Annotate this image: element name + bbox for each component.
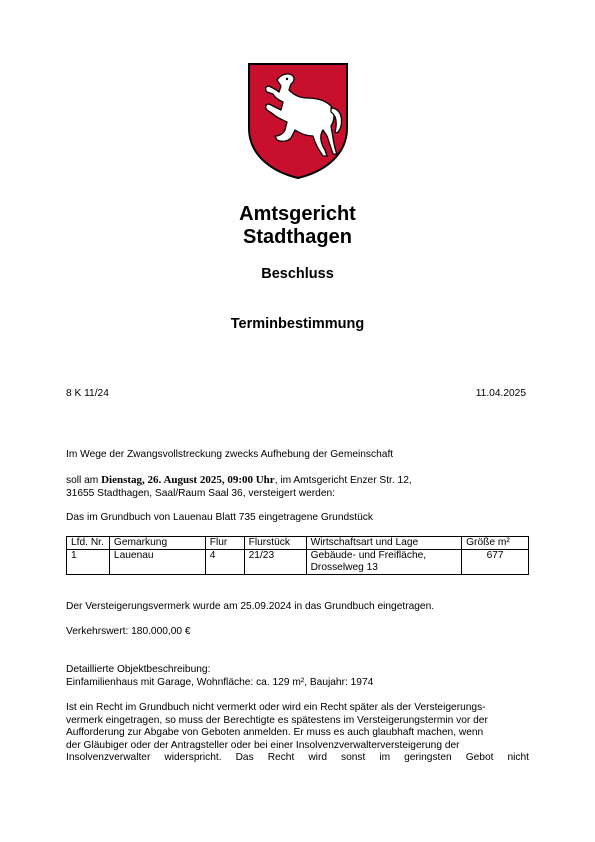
cell-lfd: 1 bbox=[67, 550, 110, 575]
object-description-label: Detaillierte Objektbeschreibung: bbox=[66, 664, 211, 675]
appointment-text bbox=[66, 474, 536, 500]
document-date: 11.04.2025 bbox=[475, 388, 526, 399]
court-name-line2: Stadthagen bbox=[243, 226, 352, 248]
coat-of-arms-icon bbox=[247, 62, 349, 180]
object-description-text: Einfamilienhaus mit Garage, Wohnfläche: ca. 129 m², Baujahr: 1974 bbox=[66, 676, 374, 688]
document-title: Terminbestimmung bbox=[230, 316, 365, 332]
vermerk-text: Der Versteigerungsvermerk wurde am 25.09.2024 in das Grundbuch eingetragen. bbox=[66, 601, 435, 612]
court-name-line1: Amtsgericht bbox=[239, 203, 356, 225]
cell-flur: 4 bbox=[205, 550, 244, 575]
col-header-gemarkung: Gemarkung bbox=[109, 537, 205, 550]
case-number: 8 K 11/24 bbox=[66, 388, 109, 399]
intro-text: Im Wege der Zwangsvollstreckung zwecks Aufhebung der Gemeinschaft bbox=[66, 449, 394, 460]
cell-groesse: 677 bbox=[462, 550, 529, 575]
col-header-groesse: Größe m² bbox=[462, 537, 529, 550]
cell-flurstueck: 21/23 bbox=[244, 550, 306, 575]
paragraph-line: vermerk eingetragen, so muss der Berechtigte es spätestens im Versteigerungstermin vor der bbox=[66, 714, 488, 726]
cell-lage bbox=[306, 550, 462, 575]
cell-lage-line2: Drosselweg 13 bbox=[310, 562, 378, 573]
appointment-datetime: Dienstag, 26. August 2025, 09:00 Uhr bbox=[101, 474, 275, 486]
col-header-lfd: Lfd. Nr. bbox=[67, 537, 110, 550]
appointment-location: , im Amtsgericht Enzer Str. 12, bbox=[274, 475, 412, 486]
grundbuch-intro: Das im Grundbuch von Lauenau Blatt 735 eingetragene Grundstück bbox=[66, 512, 373, 523]
rights-paragraph bbox=[66, 702, 529, 765]
col-header-lage: Wirtschaftsart und Lage bbox=[306, 537, 462, 550]
object-description bbox=[66, 664, 373, 689]
appointment-address: 31655 Stadthagen, Saal/Raum Saal 36, versteigert werden: bbox=[66, 487, 336, 499]
paragraph-line: Aufforderung zur Abgabe von Geboten anmelden. Er muss es auch glaubhaft machen, wenn bbox=[66, 727, 484, 738]
col-header-flurstueck: Flurstück bbox=[244, 537, 306, 550]
table-header-row bbox=[67, 537, 529, 550]
cell-gemarkung: Lauenau bbox=[109, 550, 205, 575]
table-row bbox=[67, 550, 529, 575]
paragraph-line: Insolvenzverwalter widerspricht. Das Recht wird sonst im geringsten Gebot nicht bbox=[66, 752, 529, 763]
paragraph-line: Ist ein Recht im Grundbuch nicht vermerkt oder wird ein Recht später als der Versteigerungs- bbox=[66, 702, 486, 713]
document-type: Beschluss bbox=[261, 266, 334, 282]
paragraph-line: der Gläubiger oder der Antragsteller oder bei einer Insolvenzverwalterversteigerung der bbox=[66, 739, 460, 751]
cell-lage-line1: Gebäude- und Freifläche, bbox=[310, 550, 427, 561]
court-name bbox=[0, 203, 595, 249]
col-header-flur: Flur bbox=[205, 537, 244, 550]
property-table bbox=[66, 536, 529, 575]
appointment-prefix: soll am bbox=[66, 475, 102, 486]
verkehrswert-text: Verkehrswert: 180.000,00 € bbox=[66, 626, 191, 637]
